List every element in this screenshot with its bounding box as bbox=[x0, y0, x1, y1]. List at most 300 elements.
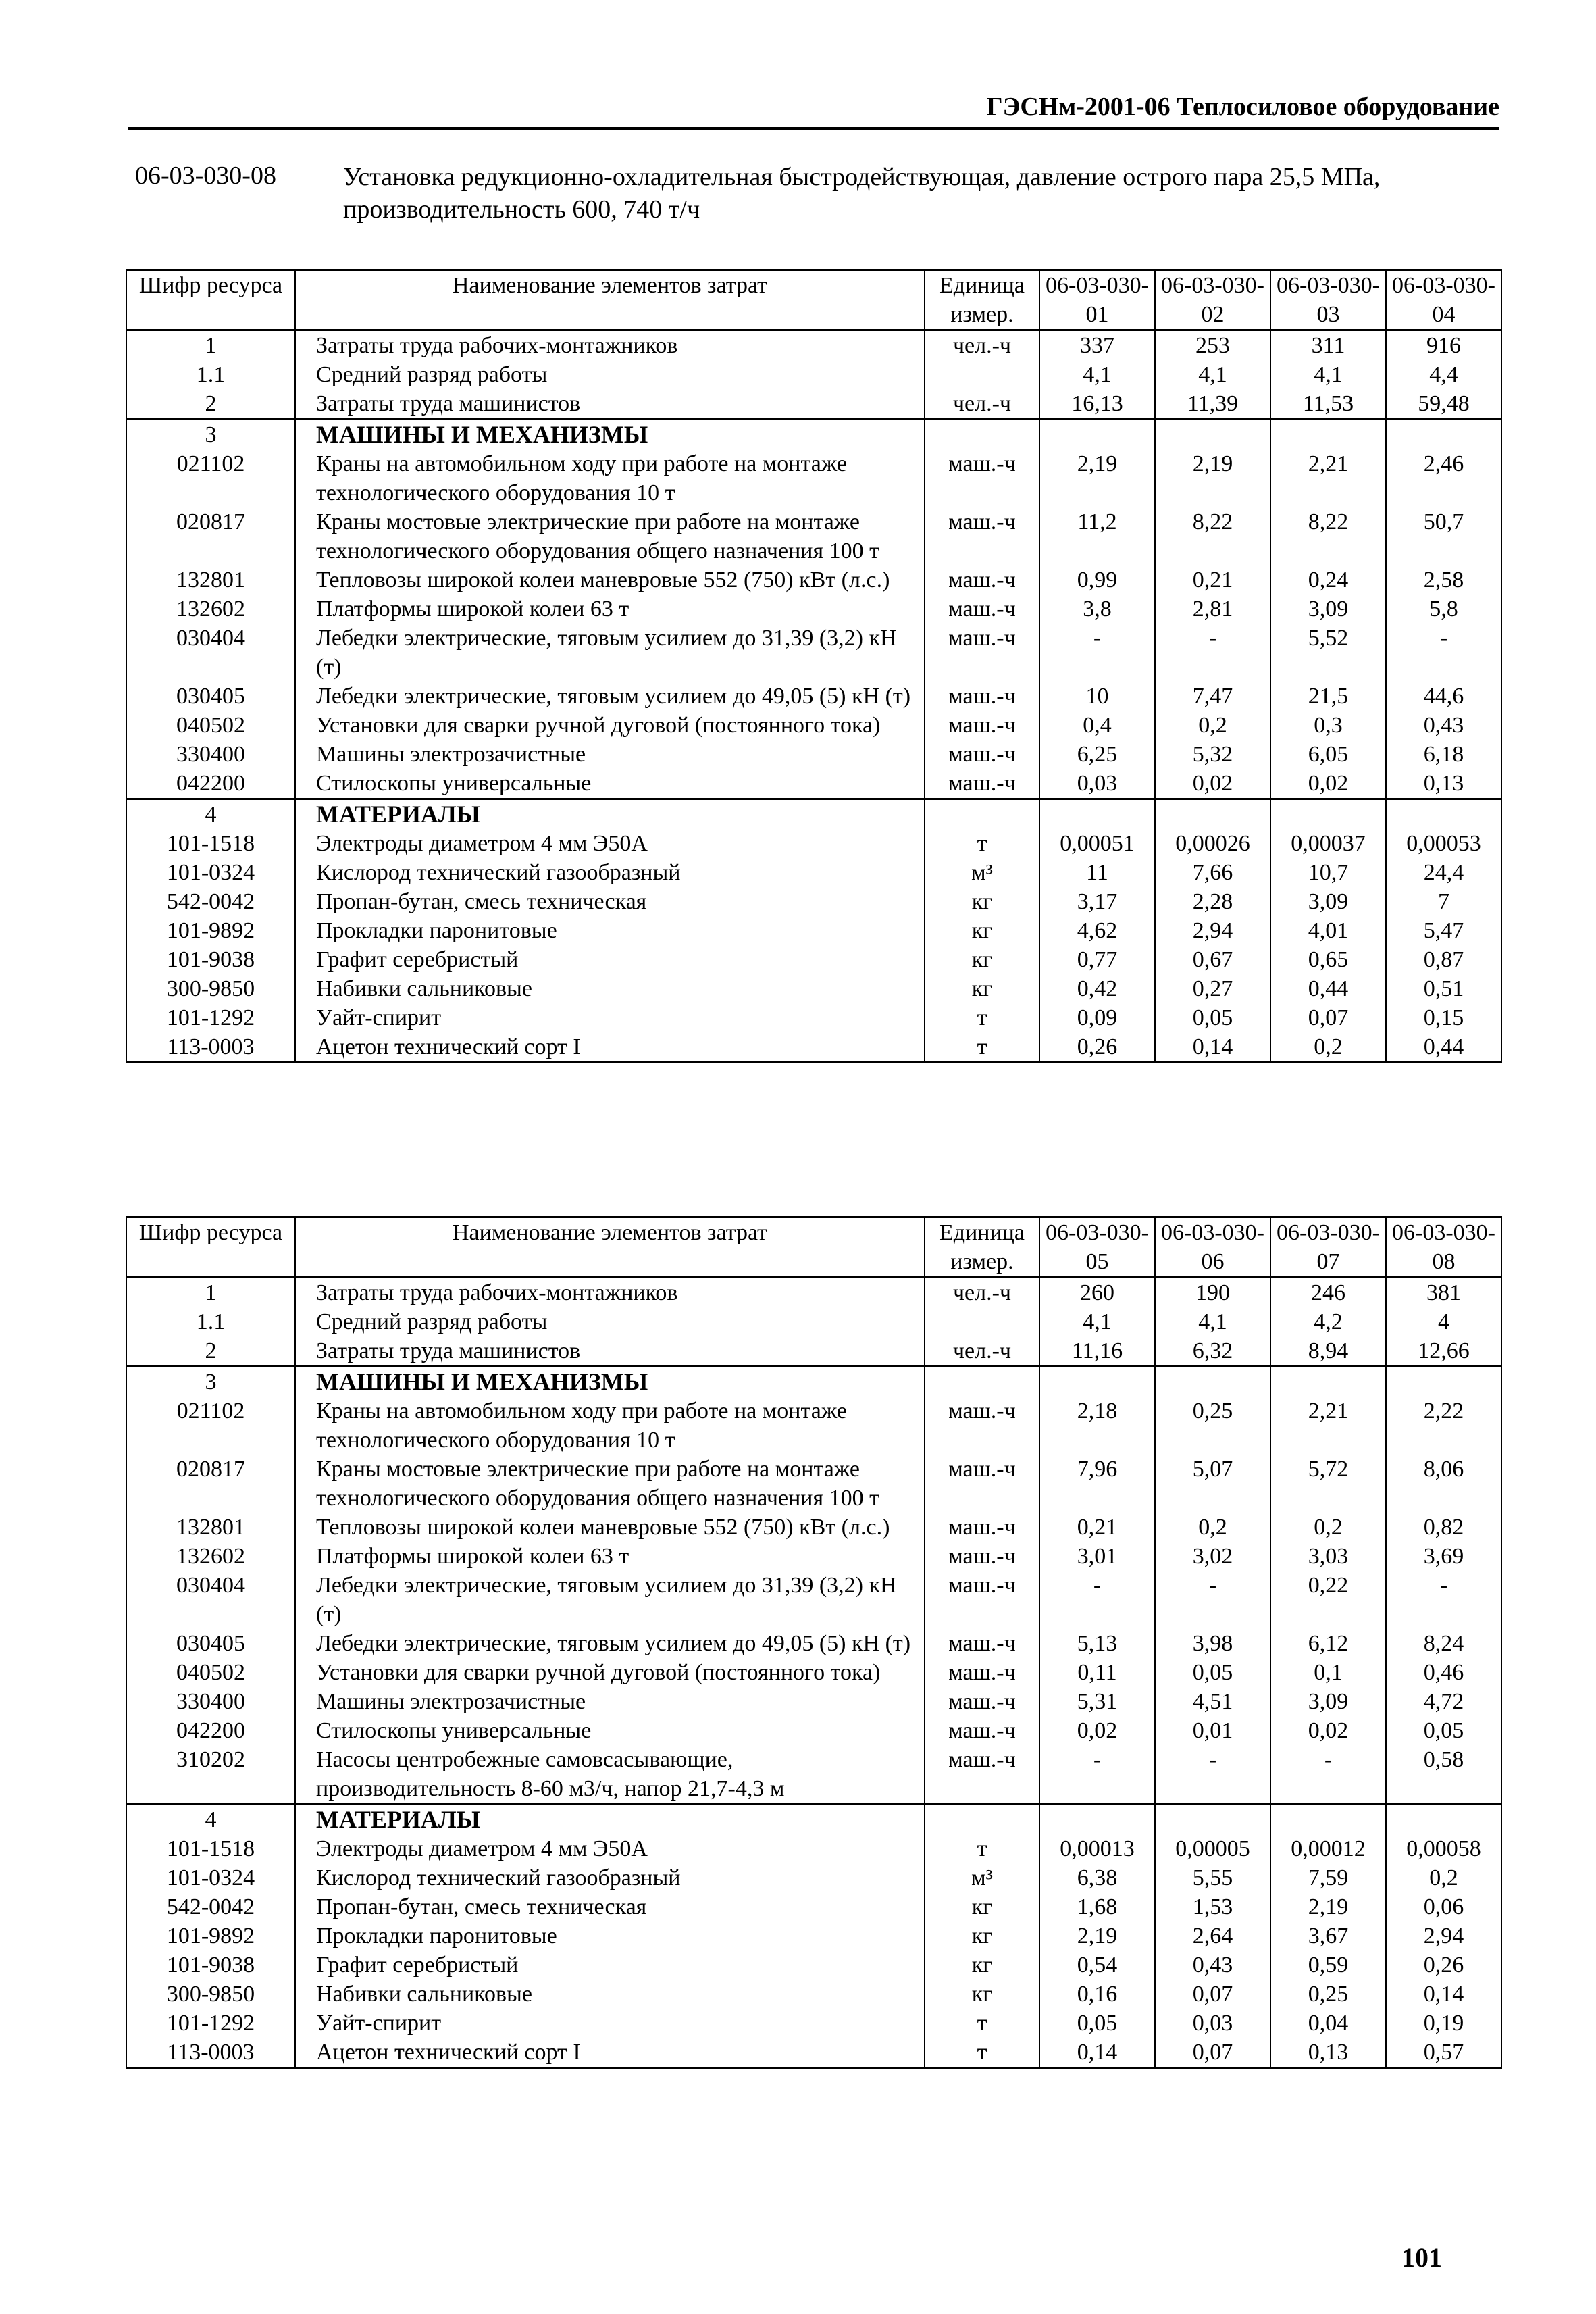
variant-value bbox=[1155, 799, 1270, 830]
cost-element-name: Пропан-бутан, смесь техническая bbox=[295, 887, 925, 916]
cost-element-name: Уайт-спирит bbox=[295, 1003, 925, 1032]
table-row bbox=[126, 330, 1501, 361]
resource-code: 030405 bbox=[126, 682, 295, 711]
unit-of-measure: чел.-ч bbox=[925, 1278, 1039, 1308]
cost-element-name: Установки для сварки ручной дуговой (постоянного тока) bbox=[295, 1658, 925, 1687]
table-row bbox=[126, 1397, 1501, 1455]
resource-code: 1.1 bbox=[126, 1307, 295, 1336]
table-row bbox=[126, 1658, 1501, 1687]
variant-value: 7,47 bbox=[1155, 682, 1270, 711]
table-row bbox=[126, 1032, 1501, 1063]
cost-element-name: Краны мостовые электрические при работе на монтаже технологического оборудования общего назначения 100 т bbox=[295, 1455, 925, 1513]
table-row bbox=[126, 1571, 1501, 1629]
variant-value: 0,15 bbox=[1386, 1003, 1501, 1032]
variant-value: - bbox=[1039, 1571, 1155, 1629]
variant-value: 0,43 bbox=[1386, 711, 1501, 740]
unit-of-measure bbox=[925, 420, 1039, 450]
variant-value: 4,1 bbox=[1039, 360, 1155, 389]
variant-value: 0,07 bbox=[1155, 2038, 1270, 2068]
variant-value: 2,19 bbox=[1270, 1892, 1386, 1921]
unit-of-measure: т bbox=[925, 1003, 1039, 1032]
table-row bbox=[126, 565, 1501, 595]
variant-value: 0,25 bbox=[1155, 1397, 1270, 1455]
variant-value: 0,46 bbox=[1386, 1658, 1501, 1687]
resource-code: 030404 bbox=[126, 624, 295, 682]
table-row bbox=[126, 1863, 1501, 1892]
variant-value: 2,22 bbox=[1386, 1397, 1501, 1455]
variant-value: 5,47 bbox=[1386, 916, 1501, 945]
resource-code: 042200 bbox=[126, 769, 295, 799]
cost-element-name: Электроды диаметром 4 мм Э50А bbox=[295, 829, 925, 858]
unit-of-measure: маш.-ч bbox=[925, 1397, 1039, 1455]
resource-code: 300-9850 bbox=[126, 974, 295, 1003]
variant-value: 0,05 bbox=[1155, 1003, 1270, 1032]
variant-value: 12,66 bbox=[1386, 1336, 1501, 1367]
variant-value: 0,01 bbox=[1155, 1716, 1270, 1745]
variant-value: 0,02 bbox=[1270, 769, 1386, 799]
table-row bbox=[126, 1629, 1501, 1658]
table-row bbox=[126, 887, 1501, 916]
unit-of-measure bbox=[925, 1805, 1039, 1835]
resource-code: 330400 bbox=[126, 1687, 295, 1716]
cost-element-name: Уайт-спирит bbox=[295, 2009, 925, 2038]
table-row bbox=[126, 682, 1501, 711]
variant-value: 381 bbox=[1386, 1278, 1501, 1308]
resource-code: 1 bbox=[126, 1278, 295, 1308]
variant-value: 0,4 bbox=[1039, 711, 1155, 740]
cost-element-name: Машины электрозачистные bbox=[295, 740, 925, 769]
cost-element-name: Машины электрозачистные bbox=[295, 1687, 925, 1716]
variant-value: 0,09 bbox=[1039, 1003, 1155, 1032]
variant-value: 24,4 bbox=[1386, 858, 1501, 887]
cost-table-1 bbox=[126, 269, 1502, 1063]
variant-value bbox=[1039, 799, 1155, 830]
cost-element-name: МАШИНЫ И МЕХАНИЗМЫ bbox=[295, 1367, 925, 1397]
unit-of-measure: чел.-ч bbox=[925, 330, 1039, 361]
variant-value: 0,00058 bbox=[1386, 1834, 1501, 1863]
variant-value: 0,42 bbox=[1039, 974, 1155, 1003]
table-row bbox=[126, 1834, 1501, 1863]
unit-of-measure: маш.-ч bbox=[925, 1455, 1039, 1513]
unit-of-measure: кг bbox=[925, 1980, 1039, 2009]
table-header-row bbox=[126, 1217, 1501, 1278]
variant-value: 1,53 bbox=[1155, 1892, 1270, 1921]
variant-value: 5,55 bbox=[1155, 1863, 1270, 1892]
variant-value: 0,04 bbox=[1270, 2009, 1386, 2038]
resource-code: 101-1518 bbox=[126, 829, 295, 858]
variant-value: 0,21 bbox=[1039, 1513, 1155, 1542]
resource-code: 310202 bbox=[126, 1745, 295, 1805]
variant-value: 337 bbox=[1039, 330, 1155, 361]
variant-value: 0,77 bbox=[1039, 945, 1155, 974]
page-number: 101 bbox=[1401, 2242, 1442, 2273]
variant-value: 2,18 bbox=[1039, 1397, 1155, 1455]
variant-value: 3,17 bbox=[1039, 887, 1155, 916]
unit-of-measure: т bbox=[925, 1834, 1039, 1863]
variant-value: 0,3 bbox=[1270, 711, 1386, 740]
variant-value: 59,48 bbox=[1386, 389, 1501, 420]
variant-value: 0,07 bbox=[1155, 1980, 1270, 2009]
variant-value: 8,24 bbox=[1386, 1629, 1501, 1658]
table-row bbox=[126, 858, 1501, 887]
column-header-unit: Единица измер. bbox=[925, 270, 1039, 330]
variant-value bbox=[1039, 420, 1155, 450]
unit-of-measure: чел.-ч bbox=[925, 389, 1039, 420]
variant-value: 5,13 bbox=[1039, 1629, 1155, 1658]
cost-element-name: Прокладки паронитовые bbox=[295, 1921, 925, 1951]
resource-code: 101-9038 bbox=[126, 1951, 295, 1980]
variant-value: 0,14 bbox=[1039, 2038, 1155, 2068]
variant-value: 4 bbox=[1386, 1307, 1501, 1336]
resource-code: 101-1292 bbox=[126, 1003, 295, 1032]
resource-code: 101-1292 bbox=[126, 2009, 295, 2038]
table-row bbox=[126, 389, 1501, 420]
cost-element-name: Лебедки электрические, тяговым усилием до 49,05 (5) кН (т) bbox=[295, 682, 925, 711]
variant-value: 4,1 bbox=[1270, 360, 1386, 389]
variant-value: 0,02 bbox=[1039, 1716, 1155, 1745]
column-header-variant: 06-03-030-04 bbox=[1386, 270, 1501, 330]
variant-value: 5,52 bbox=[1270, 624, 1386, 682]
variant-value: 0,14 bbox=[1386, 1980, 1501, 2009]
table-row bbox=[126, 1921, 1501, 1951]
resource-code: 101-1518 bbox=[126, 1834, 295, 1863]
column-header-variant: 06-03-030-07 bbox=[1270, 1217, 1386, 1278]
unit-of-measure: маш.-ч bbox=[925, 1745, 1039, 1805]
variant-value: 0,44 bbox=[1270, 974, 1386, 1003]
variant-value: 0,07 bbox=[1270, 1003, 1386, 1032]
variant-value: 6,18 bbox=[1386, 740, 1501, 769]
variant-value bbox=[1270, 1367, 1386, 1397]
unit-of-measure: т bbox=[925, 2009, 1039, 2038]
variant-value: 0,03 bbox=[1039, 769, 1155, 799]
section-code: 06-03-030-08 bbox=[135, 161, 276, 190]
unit-of-measure bbox=[925, 1367, 1039, 1397]
resource-code: 132602 bbox=[126, 595, 295, 624]
cost-element-name: Установки для сварки ручной дуговой (постоянного тока) bbox=[295, 711, 925, 740]
variant-value: - bbox=[1155, 624, 1270, 682]
variant-value: 3,09 bbox=[1270, 887, 1386, 916]
variant-value: 5,72 bbox=[1270, 1455, 1386, 1513]
variant-value: 0,27 bbox=[1155, 974, 1270, 1003]
variant-value: 0,14 bbox=[1155, 1032, 1270, 1063]
variant-value: 190 bbox=[1155, 1278, 1270, 1308]
resource-code: 101-9038 bbox=[126, 945, 295, 974]
variant-value: 0,24 bbox=[1270, 565, 1386, 595]
variant-value: 0,19 bbox=[1386, 2009, 1501, 2038]
variant-value: 2,64 bbox=[1155, 1921, 1270, 1951]
cost-element-name: МАТЕРИАЛЫ bbox=[295, 1805, 925, 1835]
variant-value: 3,02 bbox=[1155, 1542, 1270, 1571]
table-row bbox=[126, 595, 1501, 624]
unit-of-measure bbox=[925, 360, 1039, 389]
variant-value: 0,05 bbox=[1155, 1658, 1270, 1687]
cost-element-name: Затраты труда машинистов bbox=[295, 1336, 925, 1367]
resource-code: 132801 bbox=[126, 1513, 295, 1542]
unit-of-measure: маш.-ч bbox=[925, 1716, 1039, 1745]
unit-of-measure: кг bbox=[925, 974, 1039, 1003]
variant-value: 0,57 bbox=[1386, 2038, 1501, 2068]
cost-element-name: Электроды диаметром 4 мм Э50А bbox=[295, 1834, 925, 1863]
resource-code: 040502 bbox=[126, 1658, 295, 1687]
variant-value bbox=[1155, 1805, 1270, 1835]
variant-value: 11 bbox=[1039, 858, 1155, 887]
unit-of-measure: кг bbox=[925, 1921, 1039, 1951]
cost-element-name: Стилоскопы универсальные bbox=[295, 1716, 925, 1745]
variant-value: 0,03 bbox=[1155, 2009, 1270, 2038]
resource-code: 020817 bbox=[126, 1455, 295, 1513]
variant-value: 0,2 bbox=[1386, 1863, 1501, 1892]
table-row bbox=[126, 769, 1501, 799]
variant-value: 3,09 bbox=[1270, 595, 1386, 624]
variant-value: 0,00037 bbox=[1270, 829, 1386, 858]
variant-value: 6,12 bbox=[1270, 1629, 1386, 1658]
variant-value: 0,13 bbox=[1386, 769, 1501, 799]
unit-of-measure: маш.-ч bbox=[925, 740, 1039, 769]
unit-of-measure: м³ bbox=[925, 1863, 1039, 1892]
variant-value: 44,6 bbox=[1386, 682, 1501, 711]
resource-code: 300-9850 bbox=[126, 1980, 295, 2009]
variant-value: 4,1 bbox=[1155, 360, 1270, 389]
variant-value: 8,94 bbox=[1270, 1336, 1386, 1367]
variant-value: 2,81 bbox=[1155, 595, 1270, 624]
unit-of-measure: маш.-ч bbox=[925, 1571, 1039, 1629]
cost-element-name: МАТЕРИАЛЫ bbox=[295, 799, 925, 830]
variant-value: 2,94 bbox=[1386, 1921, 1501, 1951]
unit-of-measure: маш.-ч bbox=[925, 1658, 1039, 1687]
table-row bbox=[126, 916, 1501, 945]
cost-element-name: Платформы широкой колеи 63 т bbox=[295, 595, 925, 624]
cost-element-name: Насосы центробежные самовсасывающие, производительность 8-60 м3/ч, напор 21,7-4,3 м bbox=[295, 1745, 925, 1805]
variant-value: 0,54 bbox=[1039, 1951, 1155, 1980]
variant-value: 3,03 bbox=[1270, 1542, 1386, 1571]
cost-element-name: Стилоскопы универсальные bbox=[295, 769, 925, 799]
variant-value: 0,00026 bbox=[1155, 829, 1270, 858]
cost-element-name: Затраты труда рабочих-монтажников bbox=[295, 1278, 925, 1308]
column-header-variant: 06-03-030-02 bbox=[1155, 270, 1270, 330]
table-row bbox=[126, 1980, 1501, 2009]
resource-code: 021102 bbox=[126, 1397, 295, 1455]
variant-value: 4,62 bbox=[1039, 916, 1155, 945]
table-row bbox=[126, 360, 1501, 389]
variant-value bbox=[1386, 1367, 1501, 1397]
table-row bbox=[126, 1307, 1501, 1336]
variant-value: 0,21 bbox=[1155, 565, 1270, 595]
resource-code: 101-9892 bbox=[126, 1921, 295, 1951]
table-row bbox=[126, 1951, 1501, 1980]
resource-code: 030405 bbox=[126, 1629, 295, 1658]
variant-value: 8,06 bbox=[1386, 1455, 1501, 1513]
unit-of-measure: маш.-ч bbox=[925, 769, 1039, 799]
variant-value: 8,22 bbox=[1155, 507, 1270, 565]
variant-value: 3,98 bbox=[1155, 1629, 1270, 1658]
variant-value: 11,53 bbox=[1270, 389, 1386, 420]
variant-value: 5,32 bbox=[1155, 740, 1270, 769]
column-header-name: Наименование элементов затрат bbox=[295, 1217, 925, 1278]
variant-value: 0,99 bbox=[1039, 565, 1155, 595]
cost-element-name: Лебедки электрические, тяговым усилием до 31,39 (3,2) кН (т) bbox=[295, 624, 925, 682]
variant-value: 4,51 bbox=[1155, 1687, 1270, 1716]
cost-element-name: Краны мостовые электрические при работе на монтаже технологического оборудования общего назначения 100 т bbox=[295, 507, 925, 565]
variant-value: 0,11 bbox=[1039, 1658, 1155, 1687]
variant-value: 0,02 bbox=[1270, 1716, 1386, 1745]
variant-value: 0,1 bbox=[1270, 1658, 1386, 1687]
table-row bbox=[126, 1513, 1501, 1542]
variant-value: 7 bbox=[1386, 887, 1501, 916]
variant-value: 0,02 bbox=[1155, 769, 1270, 799]
table-row bbox=[126, 974, 1501, 1003]
variant-value: 7,96 bbox=[1039, 1455, 1155, 1513]
table-row bbox=[126, 1892, 1501, 1921]
variant-value: 0,43 bbox=[1155, 1951, 1270, 1980]
variant-value: 2,19 bbox=[1039, 449, 1155, 507]
resource-code: 113-0003 bbox=[126, 2038, 295, 2068]
column-header-variant: 06-03-030-05 bbox=[1039, 1217, 1155, 1278]
variant-value: 246 bbox=[1270, 1278, 1386, 1308]
variant-value: 11,39 bbox=[1155, 389, 1270, 420]
cost-element-name: Пропан-бутан, смесь техническая bbox=[295, 1892, 925, 1921]
variant-value: 4,1 bbox=[1155, 1307, 1270, 1336]
variant-value: 2,94 bbox=[1155, 916, 1270, 945]
variant-value: 4,01 bbox=[1270, 916, 1386, 945]
table-row bbox=[126, 829, 1501, 858]
variant-value: 2,21 bbox=[1270, 1397, 1386, 1455]
variant-value: 0,59 bbox=[1270, 1951, 1386, 1980]
variant-value: 3,8 bbox=[1039, 595, 1155, 624]
variant-value: 0,2 bbox=[1155, 1513, 1270, 1542]
variant-value bbox=[1270, 799, 1386, 830]
variant-value: 2,46 bbox=[1386, 449, 1501, 507]
unit-of-measure: м³ bbox=[925, 858, 1039, 887]
variant-value: 2,58 bbox=[1386, 565, 1501, 595]
table-row bbox=[126, 740, 1501, 769]
variant-value: 916 bbox=[1386, 330, 1501, 361]
variant-value: 3,67 bbox=[1270, 1921, 1386, 1951]
cost-element-name: Прокладки паронитовые bbox=[295, 916, 925, 945]
variant-value: 2,21 bbox=[1270, 449, 1386, 507]
table-row bbox=[126, 624, 1501, 682]
variant-value: 0,26 bbox=[1386, 1951, 1501, 1980]
cost-element-name: Лебедки электрические, тяговым усилием до 49,05 (5) кН (т) bbox=[295, 1629, 925, 1658]
variant-value: - bbox=[1386, 624, 1501, 682]
cost-element-name: Средний разряд работы bbox=[295, 1307, 925, 1336]
resource-code: 040502 bbox=[126, 711, 295, 740]
variant-value: 4,1 bbox=[1039, 1307, 1155, 1336]
variant-value: 21,5 bbox=[1270, 682, 1386, 711]
table-row bbox=[126, 1336, 1501, 1367]
variant-value: 2,28 bbox=[1155, 887, 1270, 916]
cost-element-name: Краны на автомобильном ходу при работе на монтаже технологического оборудования 10 т bbox=[295, 449, 925, 507]
variant-value bbox=[1386, 1805, 1501, 1835]
unit-of-measure: кг bbox=[925, 945, 1039, 974]
resource-code: 101-0324 bbox=[126, 858, 295, 887]
variant-value: 2,19 bbox=[1155, 449, 1270, 507]
resource-code: 3 bbox=[126, 420, 295, 450]
variant-value: 6,32 bbox=[1155, 1336, 1270, 1367]
variant-value: 0,51 bbox=[1386, 974, 1501, 1003]
cost-element-name: Кислород технический газообразный bbox=[295, 858, 925, 887]
variant-value: 3,69 bbox=[1386, 1542, 1501, 1571]
resource-code: 3 bbox=[126, 1367, 295, 1397]
column-header-variant: 06-03-030-01 bbox=[1039, 270, 1155, 330]
cost-element-name: Краны на автомобильном ходу при работе на монтаже технологического оборудования 10 т bbox=[295, 1397, 925, 1455]
cost-element-name: Кислород технический газообразный bbox=[295, 1863, 925, 1892]
resource-code: 330400 bbox=[126, 740, 295, 769]
cost-element-name: Тепловозы широкой колеи маневровые 552 (750) кВт (л.с.) bbox=[295, 1513, 925, 1542]
variant-value: 8,22 bbox=[1270, 507, 1386, 565]
unit-of-measure: кг bbox=[925, 916, 1039, 945]
unit-of-measure: кг bbox=[925, 887, 1039, 916]
unit-of-measure: маш.-ч bbox=[925, 1542, 1039, 1571]
cost-element-name: Набивки сальниковые bbox=[295, 1980, 925, 2009]
variant-value: 0,2 bbox=[1270, 1513, 1386, 1542]
variant-value bbox=[1039, 1805, 1155, 1835]
variant-value: 11,16 bbox=[1039, 1336, 1155, 1367]
variant-value: 0,05 bbox=[1039, 2009, 1155, 2038]
variant-value: 6,25 bbox=[1039, 740, 1155, 769]
section-title: Установка редукционно-охладительная быстродействующая, давление острого пара 25,5 МПа, производительность 600, 740 т/ч bbox=[343, 163, 1381, 224]
unit-of-measure: т bbox=[925, 2038, 1039, 2068]
unit-of-measure: маш.-ч bbox=[925, 682, 1039, 711]
cost-element-name: Средний разряд работы bbox=[295, 360, 925, 389]
variant-value: 0,67 bbox=[1155, 945, 1270, 974]
variant-value bbox=[1386, 420, 1501, 450]
table-row bbox=[126, 449, 1501, 507]
variant-value bbox=[1386, 799, 1501, 830]
table-row bbox=[126, 1716, 1501, 1745]
variant-value: 4,72 bbox=[1386, 1687, 1501, 1716]
resource-code: 042200 bbox=[126, 1716, 295, 1745]
variant-value: 0,25 bbox=[1270, 1980, 1386, 2009]
resource-code: 4 bbox=[126, 1805, 295, 1835]
unit-of-measure bbox=[925, 799, 1039, 830]
table-row bbox=[126, 2009, 1501, 2038]
variant-value: 0,44 bbox=[1386, 1032, 1501, 1063]
table-row bbox=[126, 507, 1501, 565]
cost-element-name: Затраты труда машинистов bbox=[295, 389, 925, 420]
variant-value: 311 bbox=[1270, 330, 1386, 361]
resource-code: 542-0042 bbox=[126, 1892, 295, 1921]
variant-value: 10 bbox=[1039, 682, 1155, 711]
variant-value: - bbox=[1039, 624, 1155, 682]
variant-value: 16,13 bbox=[1039, 389, 1155, 420]
variant-value: 3,09 bbox=[1270, 1687, 1386, 1716]
resource-code: 542-0042 bbox=[126, 887, 295, 916]
variant-value: 0,16 bbox=[1039, 1980, 1155, 2009]
variant-value: 10,7 bbox=[1270, 858, 1386, 887]
cost-element-name: Ацетон технический сорт I bbox=[295, 2038, 925, 2068]
cost-element-name: Графит серебристый bbox=[295, 1951, 925, 1980]
cost-element-name: Набивки сальниковые bbox=[295, 974, 925, 1003]
variant-value: 6,05 bbox=[1270, 740, 1386, 769]
variant-value: 0,2 bbox=[1155, 711, 1270, 740]
column-header-code: Шифр ресурса bbox=[126, 1217, 295, 1278]
resource-code: 1.1 bbox=[126, 360, 295, 389]
unit-of-measure: чел.-ч bbox=[925, 1336, 1039, 1367]
table-row bbox=[126, 1687, 1501, 1716]
variant-value: 260 bbox=[1039, 1278, 1155, 1308]
variant-value: 0,00013 bbox=[1039, 1834, 1155, 1863]
variant-value: - bbox=[1155, 1571, 1270, 1629]
column-header-unit: Единица измер. bbox=[925, 1217, 1039, 1278]
variant-value: - bbox=[1155, 1745, 1270, 1805]
resource-code: 113-0003 bbox=[126, 1032, 295, 1063]
unit-of-measure: кг bbox=[925, 1892, 1039, 1921]
variant-value: 7,59 bbox=[1270, 1863, 1386, 1892]
resource-code: 020817 bbox=[126, 507, 295, 565]
resource-code: 132602 bbox=[126, 1542, 295, 1571]
resource-code: 021102 bbox=[126, 449, 295, 507]
variant-value: 0,26 bbox=[1039, 1032, 1155, 1063]
